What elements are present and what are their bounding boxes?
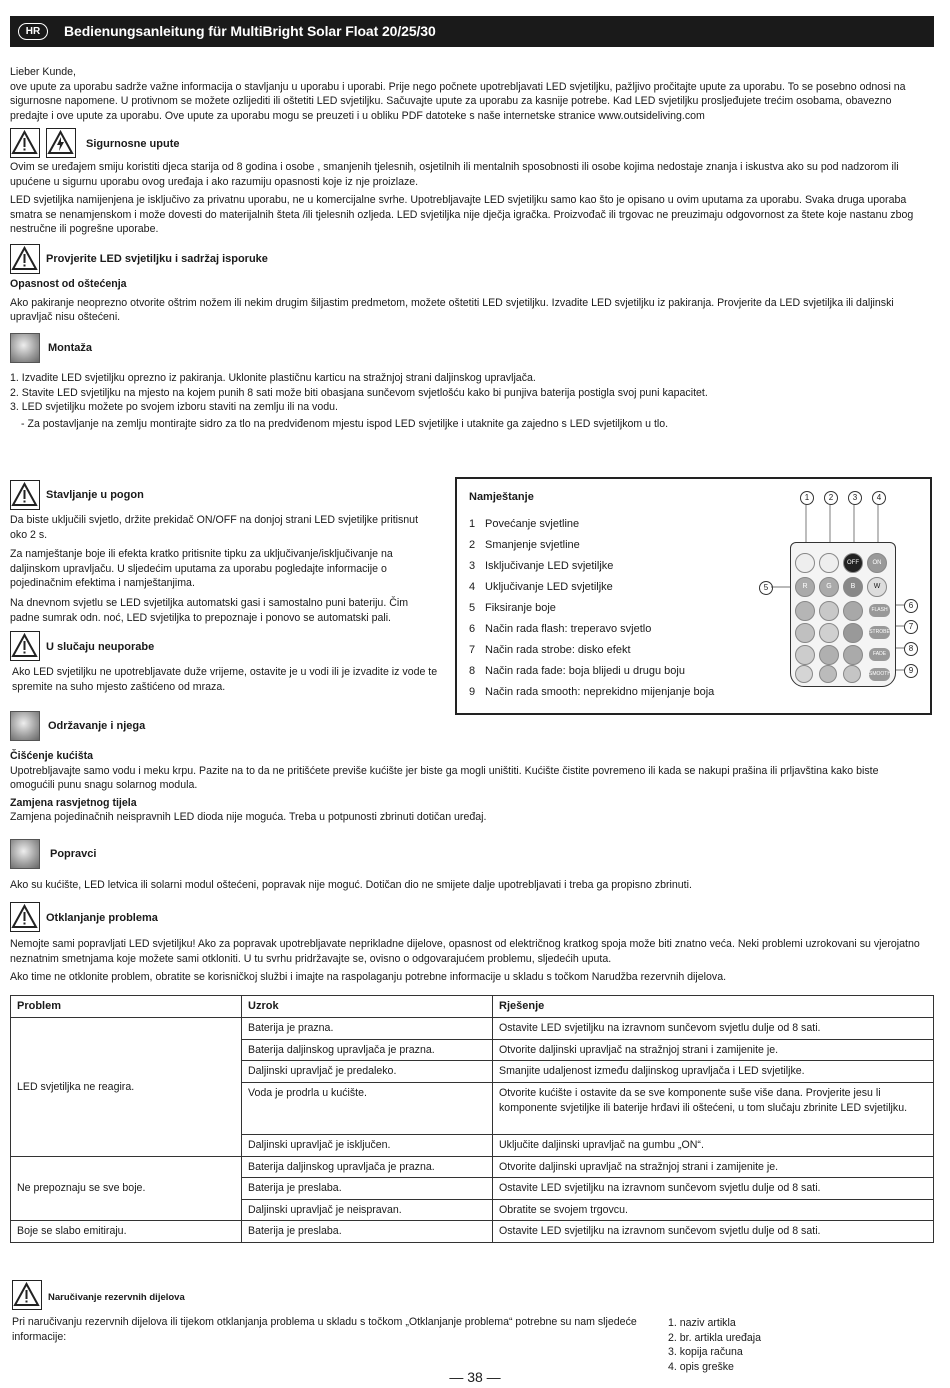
- assembly-step: 2. Stavite LED svjetiljku na mjesto na kojem punih 8 sati može biti obasjana sunčevom svjetlošću kako bi punjiva baterija postigla svoj puni kapacitet.: [10, 386, 708, 399]
- settings-item: 5 Fiksiranje boje: [469, 602, 556, 614]
- page-number: — 38 —: [449, 1369, 501, 1385]
- color-button: [795, 623, 815, 643]
- problem-cell: Ne prepoznaju se sve boje.: [11, 1156, 242, 1221]
- cause-cell: Voda je prodrla u kućište.: [242, 1083, 493, 1135]
- solution-cell: Ostavite LED svjetiljku na izravnom sunčevom svjetlu dulje od 8 sati.: [493, 1221, 934, 1243]
- solution-cell: Ostavite LED svjetiljku na izravnom sunčevom svjetlu dulje od 8 sati.: [493, 1018, 934, 1040]
- cause-cell: Daljinski upravljač je isključen.: [242, 1135, 493, 1157]
- repairs-title: Popravci: [50, 848, 97, 860]
- check-subtitle: Opasnost od oštećenja: [10, 278, 127, 290]
- white-button: W: [867, 577, 887, 597]
- safety-text: [10, 160, 922, 237]
- color-button: [843, 645, 863, 665]
- document-title: Bedienungsanleitung für MultiBright Solar Float 20/25/30: [64, 23, 436, 39]
- assembly-note: - Za postavljanje na zemlju montirajte sidro za tlo na predviđenom mjestu ispod LED svjetiljke i utaknite ga zajedno s LED svjetiljkom u tlo.: [21, 417, 669, 430]
- warning-icon: [10, 128, 40, 158]
- assembly-steps: [10, 371, 922, 431]
- remote-control-illustration: [790, 542, 896, 687]
- column-header-cause: Uzrok: [242, 996, 493, 1018]
- warning-icon: [12, 1280, 42, 1310]
- color-button: [819, 665, 837, 683]
- startup-title: Stavljanje u pogon: [46, 489, 144, 501]
- electric-warning-icon: [46, 128, 76, 158]
- red-button: R: [795, 577, 815, 597]
- settings-box: [455, 477, 932, 715]
- safety-paragraph-2: LED svjetiljka namijenjena je isključivo za privatnu uporabu, ne u komercijalne svrhe. Upotrebljavajte LED svjetiljku samo kao što je opisano u ovim uputama za uporabu. Svaka druga uporaba smatra se nenamjenskom i može dovesti do materijalnih šteta /ili tjelesnih ozljeda. LED svjetiljka nije dječja igračka. Proizvođač ili trgovac ne preuzimaju odgovornost za štete koje nastanu zbog nestručne ili pogrešne uporabe.: [10, 194, 914, 236]
- tool-icon: [10, 711, 40, 741]
- troubleshooting-paragraph-2: Ako time ne otklonite problem, obratite se korisničkoj službi i imajte na raspolaganju potrebne informacije u skladu s točkom Narudžba rezervnih dijelova.: [10, 971, 727, 984]
- blue-button: B: [843, 577, 863, 597]
- solution-cell: Ostavite LED svjetiljku na izravnom sunčevom svjetlu dulje od 8 sati.: [493, 1178, 934, 1200]
- cause-cell: Baterija je preslaba.: [242, 1221, 493, 1243]
- language-badge: HR: [18, 23, 48, 40]
- settings-item: 4 Uključivanje LED svjetiljke: [469, 581, 613, 593]
- startup-section: [10, 513, 428, 625]
- solution-cell: Obratite se svojem trgovcu.: [493, 1199, 934, 1221]
- cause-cell: Baterija je prazna.: [242, 1018, 493, 1040]
- greeting: Lieber Kunde,: [10, 66, 76, 78]
- color-button: [795, 601, 815, 621]
- flash-button: FLASH: [869, 604, 890, 617]
- list-item: 4. opis greške: [668, 1360, 734, 1373]
- safety-title: Sigurnosne upute: [86, 138, 180, 150]
- strobe-button: STROBE: [869, 626, 890, 639]
- assembly-step: 1. Izvadite LED svjetiljku oprezno iz pakiranja. Uklonite plastičnu karticu na stražnjoj strani daljinskog upravljača.: [10, 372, 536, 384]
- settings-item: 3 Isključivanje LED svjetiljke: [469, 560, 614, 572]
- maintenance-section: [10, 749, 922, 825]
- check-text: Ako pakiranje neoprezno otvorite oštrim nožem ili nekim drugim šiljastim predmetom, možete oštetiti LED svjetiljku. Izvadite LED svjetiljku iz pakiranja. Provjerite da LED svjetiljka ili daljinski upravljač nisu oštećeni.: [10, 296, 894, 324]
- troubleshooting-intro: [10, 937, 922, 985]
- troubleshooting-paragraph-1: Nemojte sami popravljati LED svjetiljku! Ako za popravak upotrebljavate neprikladne dijelove, opasnost od električnog kratkog spoja može biti znatno veća. Neki problemi uzrokovani su vjerojatno neznatnim smetnjama koje možete sami otkloniti. U tu svrhu pridržavajte se, ovisno o odgovarajućem problemu, sljedećih uputa.: [10, 938, 920, 965]
- callout-3: 3: [848, 491, 862, 505]
- column-header-problem: Problem: [11, 996, 242, 1018]
- settings-item: 2 Smanjenje svjetline: [469, 539, 580, 551]
- warning-icon: [10, 902, 40, 932]
- brightness-down-button: [819, 553, 839, 573]
- color-button: [819, 601, 839, 621]
- cause-cell: Baterija daljinskog upravljača je prazna.: [242, 1039, 493, 1061]
- settings-item: 7 Način rada strobe: disko efekt: [469, 644, 631, 656]
- color-button: [819, 645, 839, 665]
- replace-text: Zamjena pojedinačnih neispravnih LED dioda nije moguća. Treba u potpunosti zbrinuti dotičan uređaj.: [10, 811, 487, 824]
- list-item: 1. naziv artikla: [668, 1317, 736, 1329]
- header-bar: [10, 16, 934, 47]
- cause-cell: Baterija daljinskog upravljača je prazna.: [242, 1156, 493, 1178]
- maintenance-title: Održavanje i njega: [48, 720, 146, 732]
- settings-item: 9 Način rada smooth: neprekidno mijenjanje boja: [469, 686, 715, 698]
- intro-text: ove upute za uporabu sadrže važne informacija o stavljanju u uporabu i uporabi. Prije nego počnete upotrebljavati LED svjetiljku, pažljivo pročitajte upute za uporabu. To se posebno odnosi na sigurnosne napomene. U protivnom se možete ozlijediti ili oštetiti LED svjetiljku. Sačuvajte upute za uporabu za kasnije potrebe. Kad LED svjetiljku prosljeđujete trećim osobama, obavezno predajte i ove upute za uporabu. Ove upute za uporabu mogu se preuzeti i u obliku PDF datoteke s naše internetske stranice www.outsideliving.com: [10, 80, 906, 122]
- startup-paragraph-1: Da biste uključili svjetlo, držite prekidač ON/OFF na donjoj strani LED svjetiljke pritisnut oko 2 s.: [10, 514, 419, 541]
- nonuse-title: U slučaju neuporabe: [46, 641, 155, 653]
- callout-6: 6: [904, 599, 918, 613]
- list-item: 3. kopija računa: [668, 1346, 743, 1359]
- callout-4: 4: [872, 491, 886, 505]
- callout-8: 8: [904, 642, 918, 656]
- callout-2: 2: [824, 491, 838, 505]
- callout-7: 7: [904, 620, 918, 634]
- replace-title: Zamjena rasvjetnog tijela: [10, 796, 137, 809]
- warning-icon: [10, 480, 40, 510]
- troubleshooting-title: Otklanjanje problema: [46, 912, 158, 924]
- color-button: [795, 665, 813, 683]
- cause-cell: Daljinski upravljač je predaleko.: [242, 1061, 493, 1083]
- brightness-up-button: [795, 553, 815, 573]
- solution-cell: Smanjite udaljenost između daljinskog upravljača i LED svjetiljke.: [493, 1061, 934, 1083]
- green-button: G: [819, 577, 839, 597]
- callout-9: 9: [904, 664, 918, 678]
- check-title: Provjerite LED svjetiljku i sadržaj isporuke: [46, 253, 268, 265]
- problem-cell: LED svjetiljka ne reagira.: [11, 1018, 242, 1156]
- spare-parts-title: Naručivanje rezervnih dijelova: [48, 1292, 185, 1303]
- tool-icon: [10, 839, 40, 869]
- smooth-button: SMOOTH: [869, 668, 890, 681]
- color-button: [819, 623, 839, 643]
- spare-parts-text: Pri naručivanju rezervnih dijelova ili tijekom otklanjanja problema u skladu s točkom „Otklanjanje problema“ potrebne su nam sljedeće informacije:: [12, 1316, 637, 1343]
- tool-icon: [10, 333, 40, 363]
- nonuse-text: Ako LED svjetiljku ne upotrebljavate duže vrijeme, ostavite je u vodi ili je izvadite iz vode te spremite na suho mjesto zaštićeno od mraza.: [12, 666, 438, 693]
- solution-cell: Otvorite daljinski upravljač na stražnjoj strani i zamijenite je.: [493, 1039, 934, 1061]
- assembly-title: Montaža: [48, 342, 92, 354]
- settings-item: 6 Način rada flash: treperavo svjetlo: [469, 623, 652, 635]
- fade-button: FADE: [869, 648, 890, 661]
- callout-1: 1: [800, 491, 814, 505]
- color-button: [843, 665, 861, 683]
- settings-item: 8 Način rada fade: boja blijedi u drugu boju: [469, 665, 685, 677]
- color-button: [795, 645, 815, 665]
- cause-cell: Baterija je preslaba.: [242, 1178, 493, 1200]
- repairs-text: Ako su kućište, LED letvica ili solarni modul oštećeni, popravak nije moguć. Dotičan dio ne smijete dalje upotrebljavati i treba ga propisno zbrinuti.: [10, 879, 692, 891]
- table-row: [11, 1156, 934, 1178]
- off-button: OFF: [843, 553, 863, 573]
- spare-parts-list: [668, 1316, 928, 1374]
- list-item: 2. br. artikla uređaja: [668, 1331, 762, 1344]
- solution-cell: Otvorite daljinski upravljač na stražnjoj strani i zamijenite je.: [493, 1156, 934, 1178]
- assembly-step: 3. LED svjetiljku možete po svojem izboru staviti na zemlju ili na vodu.: [10, 401, 338, 414]
- startup-paragraph-2: Za namještanje boje ili efekta kratko pritisnite tipku za uključivanje/isključivanje na daljinskom upravljaču. U sljedećim uputama za uporabu pogledajte informacije o pojedinačnim efektima i namještanjima.: [10, 548, 393, 590]
- settings-title: Namještanje: [469, 491, 534, 503]
- cleaning-title: Čišćenje kućišta: [10, 750, 94, 762]
- table-header-row: [11, 996, 934, 1018]
- solution-cell: Otvorite kućište i ostavite da se sve komponente suše više dana. Provjerite jesu li komponente svjetiljke ili baterije hrđavi ili oštećeni, u tom slučaju zbrinite LED svjetiljku.: [493, 1083, 934, 1135]
- on-button: ON: [867, 553, 887, 573]
- table-row: [11, 1221, 934, 1243]
- warning-icon: [10, 244, 40, 274]
- color-button: [843, 601, 863, 621]
- solution-cell: Uključite daljinski upravljač na gumbu „ON“.: [493, 1135, 934, 1157]
- settings-item: 1 Povećanje svjetline: [469, 518, 580, 530]
- column-header-solution: Rješenje: [493, 996, 934, 1018]
- callout-5: 5: [759, 581, 773, 595]
- cleaning-text: Upotrebljavajte samo vodu i meku krpu. Pazite na to da ne pritišćete previše kućište jer biste ga mogli uništiti. Kućište čistite povremeno ili kada se nakupi prašina ili prljavština kako biste omogućili punu snagu solarnog modula.: [10, 764, 879, 792]
- problem-cell: Boje se slabo emitiraju.: [11, 1221, 242, 1243]
- table-row: [11, 1018, 934, 1040]
- intro-section: [10, 65, 922, 123]
- cause-cell: Daljinski upravljač je neispravan.: [242, 1199, 493, 1221]
- troubleshooting-table: [10, 995, 934, 1243]
- safety-paragraph-1: Ovim se uređajem smiju koristiti djeca starija od 8 godina i osobe , smanjenih tjelesnih, osjetilnih ili mentalnih sposobnosti ili osobe kojima nedostaje znanja i iskustva ako su pod nadzorom ili upućene u sigurnu uporabu ovog uređaja i ako razumiju opasnosti koje iz nje proizlaze.: [10, 161, 899, 188]
- color-button: [843, 623, 863, 643]
- startup-paragraph-3: Na dnevnom svjetlu se LED svjetiljka automatski gasi i samostalno puni bateriju. Čim padne sumrak odn. noć, LED svjetiljka to prepoznaje i ponovo se automatski pali.: [10, 597, 409, 624]
- check-section: [10, 277, 922, 325]
- warning-icon: [10, 631, 40, 661]
